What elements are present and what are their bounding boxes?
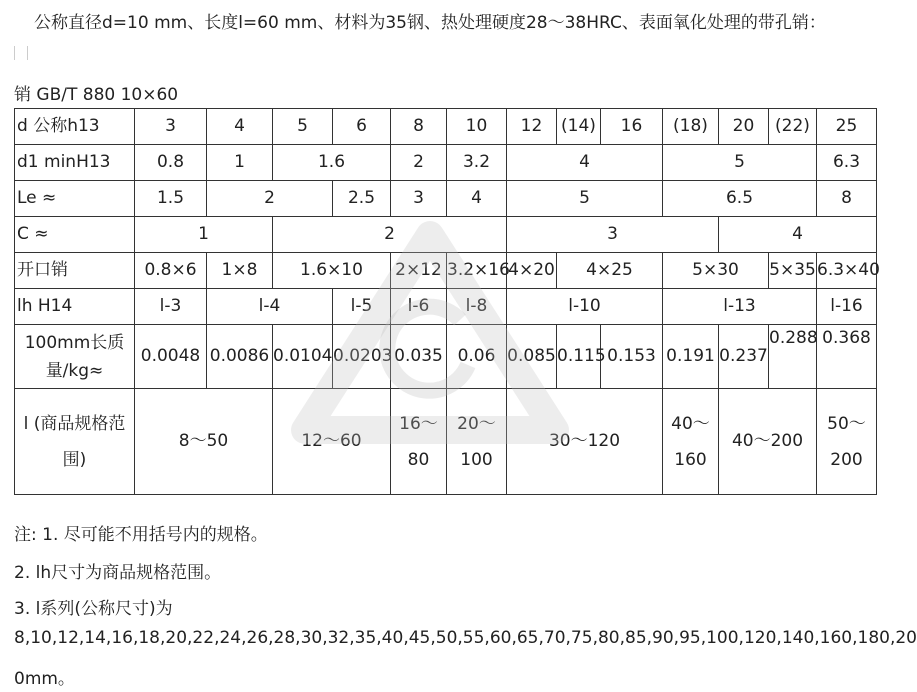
table-cell: 4 [207,109,273,145]
table-cell: 1×8 [207,253,273,289]
table-cell: 1 [135,217,273,253]
table-cell: l-4 [207,289,333,325]
table-cell: 0.153 [601,325,663,389]
table-cell: 12～60 [273,389,391,495]
table-cell: 6.3×40 [817,253,877,289]
table-cell: 4 [719,217,877,253]
table-cell: 20 [719,109,769,145]
table-cell: l-10 [507,289,663,325]
row-header-cotter-pin: 开口销 [15,253,135,289]
table-cell: 0.0104 [273,325,333,389]
table-cell: (22) [769,109,817,145]
row-header-c: C ≈ [15,217,135,253]
table-cell: 0.115 [557,325,601,389]
table-cell: 0.237 [719,325,769,389]
row-header-le: Le ≈ [15,181,135,217]
table-cell: 10 [447,109,507,145]
table-cell: 4×20 [507,253,557,289]
table-cell: 5×35 [769,253,817,289]
table-cell: 40～200 [719,389,817,495]
table-cell: 8～50 [135,389,273,495]
table-cell: l-3 [135,289,207,325]
table-cell: 6 [333,109,391,145]
table-cell: 3.2 [447,145,507,181]
table-cell: 16 [601,109,663,145]
table-cell: l-16 [817,289,877,325]
table-cell: 8 [391,109,447,145]
note-3-series-end: 0mm。 [14,669,75,689]
table-cell: 30～120 [507,389,663,495]
table-cell: 16～80 [391,389,447,495]
table-row [15,217,877,253]
table-row [15,325,877,389]
intro-text: 公称直径d=10 mm、长度l=60 mm、材料为35钢、热处理硬度28～38HRC、表面氧化处理的带孔销： [34,13,826,33]
table-cell: 5×30 [663,253,769,289]
table-cell: 0.191 [663,325,719,389]
table-cell: 0.06 [447,325,507,389]
table-cell: 3.2×16 [447,253,507,289]
table-cell: 4 [447,181,507,217]
row-header-d: d 公称h13 [15,109,135,145]
table-cell: 1.5 [135,181,207,217]
table-cell: 0.0086 [207,325,273,389]
table-cell: 12 [507,109,557,145]
table-cell: 2 [207,181,333,217]
table-cell: 0.0203 [333,325,391,389]
table-cell: 40～160 [663,389,719,495]
table-cell: 2.5 [333,181,391,217]
table-cell: 0.0048 [135,325,207,389]
row-header-length-range: l (商品规格范围) [15,389,135,495]
table-cell: 3 [135,109,207,145]
table-cell: 2×12 [391,253,447,289]
table-cell: 0.035 [391,325,447,389]
table-cell: l-5 [333,289,391,325]
table-cell: 50～200 [817,389,877,495]
table-cell: 0.368 [817,325,877,389]
table-cell: 3 [507,217,719,253]
table-cell: 0.8 [135,145,207,181]
table-cell: (18) [663,109,719,145]
table-cell: l-8 [447,289,507,325]
table-row [15,109,877,145]
table-cell: 5 [663,145,817,181]
table-cell: 6.5 [663,181,817,217]
table-row [15,181,877,217]
table-cell: l-13 [663,289,817,325]
table-cell: 2 [273,217,507,253]
table-cell: 3 [391,181,447,217]
table-cell: 5 [507,181,663,217]
table-cell: 1.6×10 [273,253,391,289]
table-row [15,289,877,325]
table-cell: 4 [507,145,663,181]
row-header-mass: 100mm长质量/kg≈ [15,325,135,389]
row-header-d1: d1 minH13 [15,145,135,181]
table-row [15,389,877,495]
table-row [15,253,877,289]
pin-spec-table [14,108,880,495]
placeholder-marker [14,46,28,60]
table-cell: (14) [557,109,601,145]
table-cell: 8 [817,181,877,217]
note-2: 2. lh尺寸为商品规格范围。 [14,563,222,583]
row-header-lh: lh H14 [15,289,135,325]
table-cell: 0.288 [769,325,817,389]
note-1: 注: 1. 尽可能不用括号内的规格。 [14,525,268,545]
table-cell: l-6 [391,289,447,325]
table-row [15,145,877,181]
table-cell: 1.6 [273,145,391,181]
table-cell: 6.3 [817,145,877,181]
table-cell: 5 [273,109,333,145]
table-cell: 4×25 [557,253,663,289]
table-cell: 25 [817,109,877,145]
note-3-series: 8,10,12,14,16,18,20,22,24,26,28,30,32,35,40,45,50,55,60,65,70,75,80,85,90,95,100,120,140,160,180,20 [14,628,917,648]
table-cell: 20～100 [447,389,507,495]
table-cell: 0.085 [507,325,557,389]
table-cell: 0.8×6 [135,253,207,289]
standard-designation: 销 GB/T 880 10×60 [14,85,179,105]
note-3: 3. l系列(公称尺寸)为 [14,599,173,619]
table-cell: 1 [207,145,273,181]
table-cell: 2 [391,145,447,181]
